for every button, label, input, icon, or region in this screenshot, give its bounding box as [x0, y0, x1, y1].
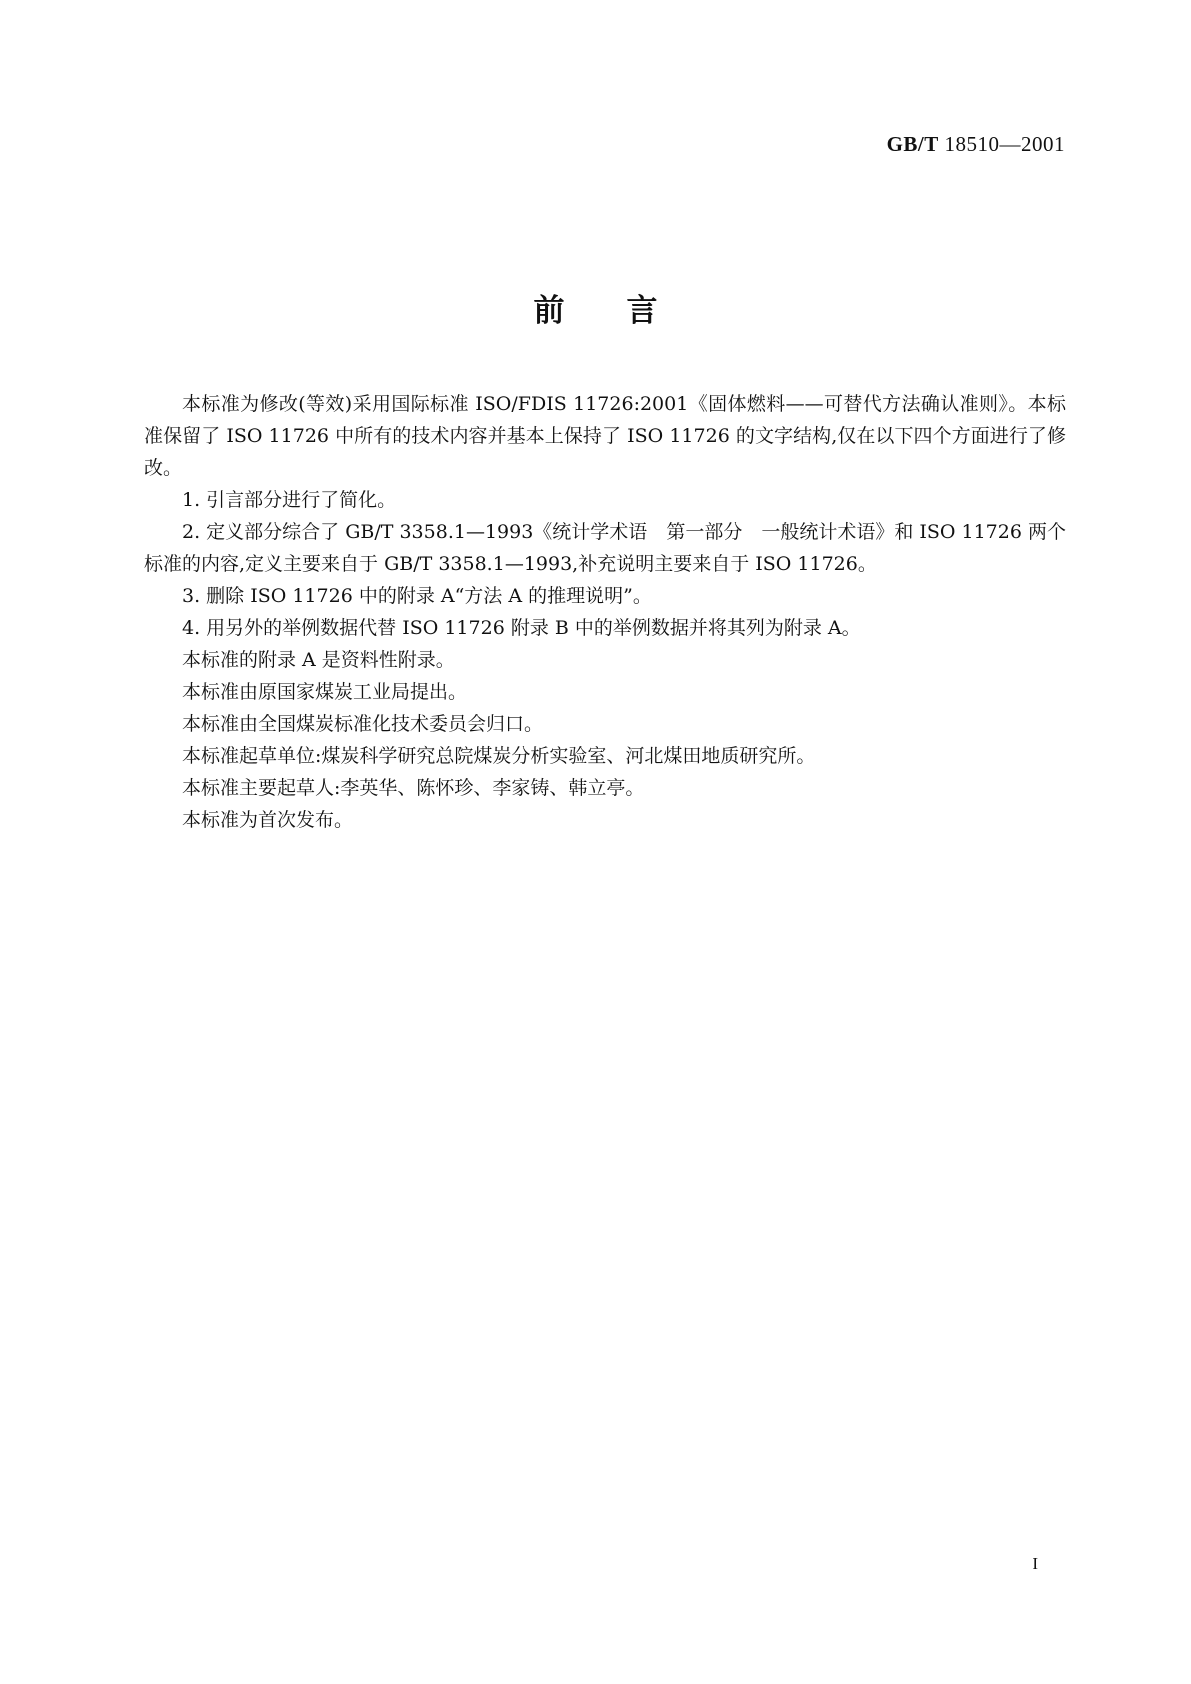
paragraph-first-release: 本标准为首次发布。 [182, 809, 354, 831]
paragraph-item-2: 2. 定义部分综合了 GB/T 3358.1—1993《统计学术语 第一部分 一般统计术语》和 ISO 11726 两个标准的内容,定义主要来自于 GB/T 3358.1—1993,补充说明主要来自于 ISO 11726。 [144, 521, 1066, 575]
foreword-body [144, 388, 1066, 836]
standard-year-number: 18510—2001 [944, 132, 1065, 156]
page-number: I [1032, 1554, 1038, 1573]
standard-number [887, 132, 1065, 157]
paragraph-appendix: 本标准的附录 A 是资料性附录。 [182, 649, 455, 671]
paragraph-item-3: 3. 删除 ISO 11726 中的附录 A“方法 A 的推理说明”。 [182, 585, 652, 607]
paragraph-item-1: 1. 引言部分进行了简化。 [182, 489, 397, 511]
paragraph-intro: 本标准为修改(等效)采用国际标准 ISO/FDIS 11726:2001《固体燃料——可替代方法确认准则》。本标准保留了 ISO 11726 中所有的技术内容并基本上保持了 ISO 11726 的文字结构,仅在以下四个方面进行了修改。 [144, 393, 1066, 479]
standard-code: GB/T [886, 132, 939, 156]
paragraph-drafters: 本标准主要起草人:李英华、陈怀珍、李家铸、韩立亭。 [182, 777, 645, 799]
paragraph-proposer: 本标准由原国家煤炭工业局提出。 [182, 681, 468, 703]
page-title: 前言 [533, 293, 720, 329]
paragraph-committee: 本标准由全国煤炭标准化技术委员会归口。 [182, 713, 544, 735]
paragraph-drafting-units: 本标准起草单位:煤炭科学研究总院煤炭分析实验室、河北煤田地质研究所。 [182, 745, 816, 767]
paragraph-item-4: 4. 用另外的举例数据代替 ISO 11726 附录 B 中的举例数据并将其列为附录 A。 [182, 617, 861, 639]
